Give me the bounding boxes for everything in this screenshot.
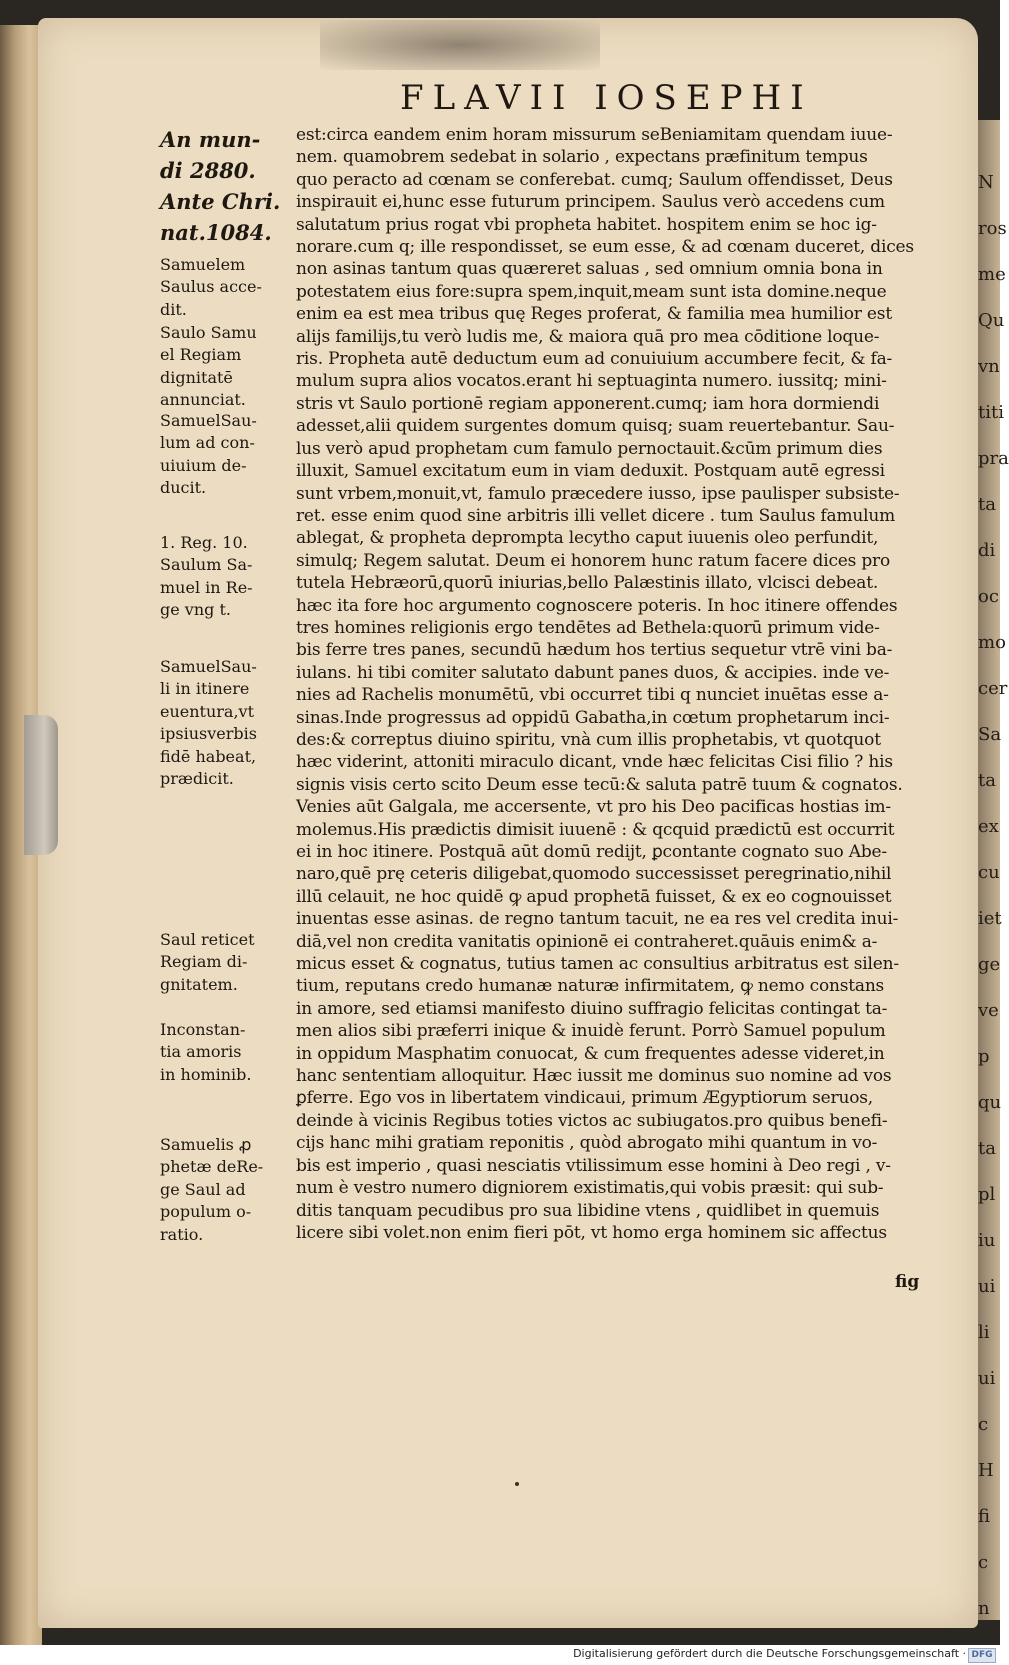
sidenote-line: Saulo Samu [160,323,257,342]
sidenote-year [160,124,290,248]
body-line: stris vt Saulo portionē regiam apponerent.cumq; iam hora dormiendi [296,393,880,414]
sidenote-line: uiuium de- [160,455,247,475]
sidenote-line: el Regiam [160,345,242,365]
body-line: in oppidum Masphatim conuocat, & cum frequentes adesse videret,in [296,1043,885,1064]
body-line: alijs familijs,tu verò ludis me, & maiora quā pro mea cōditione loque- [296,326,880,347]
facing-fragment: H [978,1460,994,1481]
sidenote [160,1134,290,1246]
sidenote-line: dit. [160,299,187,319]
sidenote-line: Samuelis ꝓ [160,1135,252,1154]
running-head: FLAVII IOSEPHI [400,78,813,118]
sidenote-line: prædicit. [160,769,234,789]
facing-fragment: p [978,1046,990,1067]
sidenote-line: Inconstan- [160,1020,246,1039]
body-line: inuentas esse asinas. de regno tantum tacuit, ne ea res vel credita inui- [296,909,899,930]
body-line: naro,quē prę ceteris diligebat,quomodo successisset peregrinatio,nihil [296,864,892,885]
body-line: micus esset & cognatus, tutius tamen ac consultius arbitratus est silen- [296,954,899,975]
page-tab-marker [24,715,58,855]
body-line: iulans. hi tibi comiter salutato dabunt panes duos, & accipies. inde ve- [296,662,890,683]
facing-fragment: qu [978,1092,1002,1113]
body-line: sunt vrbem,monuit,vt, famulo præcedere iusso, ipse paulisper subsiste- [296,483,900,504]
sidenote-line: An mun- [160,127,261,152]
sidenote-line: ipsiusverbis [160,724,257,744]
body-line: ꝑferre. Ego vos in libertatem vindicaui, primum Ægyptiorum seruos, [296,1088,873,1109]
ink-dot [515,1482,519,1486]
body-line: illuxit, Samuel excitatum eum in viam deduxit. Postquam autē egressi [296,461,885,482]
sidenote [160,532,290,622]
facing-fragment: iet [978,908,1002,929]
sidenote [160,929,290,996]
facing-fragment: ge [978,954,1001,975]
sidenote-line: tia amoris [160,1042,242,1062]
facing-fragment: ros [978,218,1007,239]
sidenote [160,1019,290,1086]
body-line: ablegat, & propheta deprompta lecytho caput iuuenis oleo perfundit, [296,528,879,549]
body-line: nem. quamobrem sedebat in solario , expectans præfinitum tempus [296,147,868,168]
sidenote-line: Regiam di- [160,952,248,972]
sidenote-line: 1. Reg. 10. [160,533,248,552]
body-line: sinas.Inde progressus ad oppidū Gabatha,in cœtum prophetarum inci- [296,707,890,728]
facing-fragment: iu [978,1230,996,1251]
sidenote-line: SamuelSau- [160,411,257,430]
sidenote-line: SamuelSau- [160,657,257,676]
sidenote-line: phetæ deRe- [160,1157,264,1177]
sidenote-line: li in itinere [160,679,250,699]
body-line: nies ad Rachelis monumētū, vbi occurret tibi q nunciet inuētas esse a- [296,685,889,706]
sidenote-line: muel in Re- [160,577,253,597]
sidenote-line: ge vng t. [160,600,231,620]
facing-fragment: n [978,1598,990,1619]
facing-fragment: vn [978,356,1000,377]
body-line: enim ea est mea tribus quę Reges proferat, & familia mea humilior est [296,304,892,325]
body-line: est:circa eandem enim horam missurum seBeniamitam quendam iuue- [296,125,893,145]
body-line: des:& correptus diuino spiritu, vnà cum illis prophetabis, vt quotquot [296,729,881,750]
sidenote [160,322,290,412]
body-line: simulq; Regem salutat. Deum ei honorem hunc ratum facere dices pro [296,550,891,571]
body-line: deinde à vicinis Regibus toties victos ac subiugatos.pro quibus benefi- [296,1110,888,1131]
sidenote-line: in hominib. [160,1064,252,1084]
facing-fragment: titi [978,402,1004,423]
sidenote-line: annunciat. [160,390,246,410]
body-line: num è vestro numero digniorem existimatis,qui vobis præsit: qui sub- [296,1178,884,1199]
body-line: tium, reputans credo humanæ naturæ infirmitatem, ꝙ nemo constans [296,976,885,997]
facing-fragment: ta [978,1138,996,1159]
facing-fragment: fi [978,1506,991,1527]
body-line: signis visis certo scito Deum esse tecū:& saluta patrē tuum & cognatos. [296,774,903,795]
page-stain [320,20,600,70]
body-line: potestatem eius fore:supra spem,inquit,meam sunt ista domine.neque [296,281,887,302]
facing-fragment: Sa [978,724,1002,745]
body-line: hæc ita fore hoc argumento cognoscere poteris. In hoc itinere offendes [296,595,898,616]
sidenote-line: Saulum Sa- [160,555,253,575]
sidenote-line: ge Saul ad [160,1179,246,1199]
body-line: ris. Propheta autē deductum eum ad conuiuium accumbere fecit, & fa- [296,349,893,370]
body-line: Venies aūt Galgala, me accersente, vt pro his Deo pacificas hostias im- [296,797,891,818]
sidenote-line: Ante Chri. [160,189,281,214]
sidenote-line: euentura,vt [160,701,255,721]
sidenote-line: lum ad con- [160,433,255,453]
facing-fragment: c [978,1414,989,1435]
facing-fragment: ui [978,1368,996,1389]
body-line: quo peracto ad cœnam se conferebat. cumq; Saulum offendisset, Deus [296,169,893,190]
facing-fragment: c [978,1552,989,1573]
main-body-text [296,124,918,1244]
body-line: tutela Hebræorū,quorū iniurias,bello Palæstinis illato, vlcisci debeat. [296,573,879,594]
facing-fragment: oc [978,586,999,607]
body-line: hanc sententiam alloquitur. Hæc iussit me dominus suo nomine ad vos [296,1066,892,1087]
body-line: tres homines religionis ergo tendētes ad Bethela:quorū primum vide- [296,617,880,638]
facing-fragment: mo [978,632,1006,653]
body-line: men alios sibi præferri inique & inuidè ferunt. Porrò Samuel populum [296,1021,886,1042]
facing-fragment: N [978,172,994,193]
facing-fragment: li [978,1322,990,1343]
sidenote-line: gnitatem. [160,974,238,994]
sidenote [160,254,290,321]
body-line: norare.cum q; ille respondisset, se eum esse, & ad cœnam duceret, dices [296,237,914,258]
facing-fragment: cu [978,862,1000,883]
facing-fragment: cer [978,678,1008,699]
sidenote-line: Saul reticet [160,930,255,949]
funding-credit: Digitalisierung gefördert durch die Deutsche Forschungsgemeinschaft · [573,1647,966,1660]
sidenote-line: nat.1084. [160,220,272,245]
body-line: bis ferre tres panes, secundū hædum hos tertius sequetur vtrē vini ba- [296,640,893,661]
body-line: ret. esse enim quod sine arbitris illi vellet dicere . tum Saulus famulum [296,505,896,526]
body-line: diā,vel non credita vanitatis opinionē ei contraheret.quāuis enim& a- [296,931,878,952]
body-line: illū celauit, ne hoc quidē ꝙ apud prophetā fuisset, & ex eo cognouisset [296,886,892,907]
body-line: non asinas tantum quas quæreret saluas , sed omnium omnia bona in [296,259,883,280]
sidenote-line: populum o- [160,1202,252,1222]
sidenote-line: Saulus acce- [160,277,262,297]
body-line: bis est imperio , quasi nesciatis vtilissimum esse homini à Deo regi , v- [296,1155,891,1176]
body-line: mulum supra alios vocatos.erant hi septuaginta numero. iussitq; mini- [296,371,887,392]
facing-fragment: Qu [978,310,1005,331]
body-line: adesset,alii quidem surgentes domum quisq; suam reuertebantur. Sau- [296,416,895,437]
sidenote [160,656,290,790]
sidenote-line: Samuelem [160,255,246,274]
facing-fragment: ta [978,494,996,515]
body-line: molemus.His prædictis dimisit iuuenē : & qcquid prædictū est occurrit [296,819,895,840]
facing-fragment: me [978,264,1006,285]
body-line: licere sibi volet.non enim fieri pōt, vt homo erga hominem sic affectus [296,1222,887,1243]
footer-bar [0,1645,1000,1665]
body-line: in amore, sed etiamsi manifesto diuino suffragio felicitas contingat ta- [296,998,888,1019]
facing-page-fragments [978,160,1009,1632]
body-line: hæc viderint, attoniti miraculo dicant, vnde hæc felicitas Cisi filio ? his [296,752,893,773]
facing-fragment: di [978,540,996,561]
body-line: ei in hoc itinere. Postquā aūt domū redijt, ꝑcontante cognato suo Abe- [296,842,887,862]
body-line: salutatum prius rogat vbi propheta habitet. hospitem enim se hoc ig- [296,214,877,235]
facing-fragment: pl [978,1184,996,1205]
body-line: cijs hanc mihi gratiam reponitis , quòd abrogato mihi quantum in vo- [296,1133,878,1154]
dfg-logo: DFG [968,1648,996,1663]
facing-fragment: ta [978,770,996,791]
facing-fragment: pra [978,448,1009,469]
sidenote-line: dignitatē [160,367,233,387]
sidenote [160,410,290,500]
sidenote-line: ducit. [160,478,207,498]
body-line: ditis tanquam pecudibus pro sua libidine vtens , quidlibet in quemuis [296,1200,880,1221]
facing-fragment: ex [978,816,999,837]
catchword: fig [895,1272,920,1292]
facing-fragment: ui [978,1276,996,1297]
sidenote-line: fidē habeat, [160,746,257,766]
facing-fragment: ve [978,1000,999,1021]
sidenote-line: di 2880. [160,158,256,183]
body-line: lus verò apud prophetam cum famulo pernoctauit.&cūm primum dies [296,438,883,459]
sidenote-line: ratio. [160,1224,204,1244]
body-line: inspirauit ei,hunc esse futurum principem. Saulus verò accedens cum [296,192,885,213]
